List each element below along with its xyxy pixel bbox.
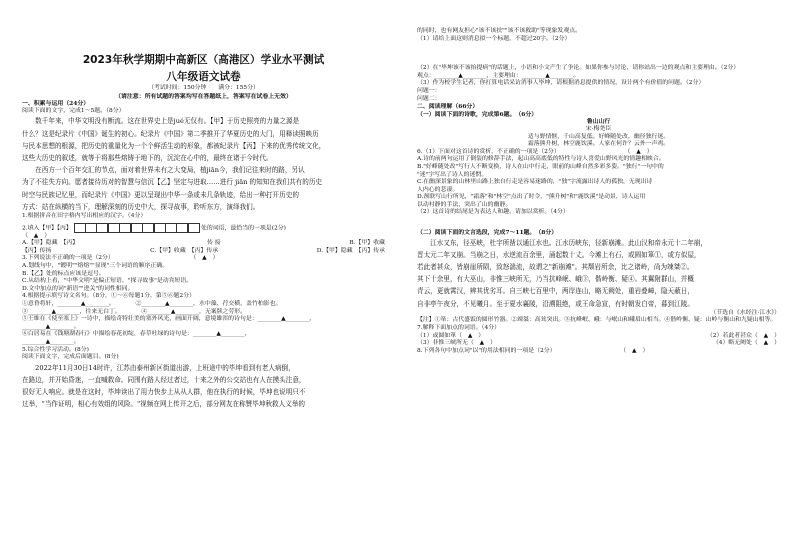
passage-line: 为了不往失方向。愿者接待历对的智慧与信沉【乙】坚定与进取……进行 jiān 的知知在我们共有的历史 <box>22 178 323 187</box>
grid-cell[interactable] <box>85 223 97 233</box>
grid-cell[interactable] <box>96 223 108 233</box>
q2-option: C.【甲】收藏 【丙】传承 <box>150 247 219 254</box>
poem <box>417 118 780 148</box>
poem-title: 鲁山山行 <box>586 118 611 126</box>
classic-line: 青云，更就霄汉，辨其优劣耳。自三峡七百里中，两岸连山，略无阙处，重岩叠嶂，隐天蔽日， <box>417 287 694 296</box>
grid-cell[interactable] <box>74 223 86 233</box>
q7-item[interactable]: （1）或圆如箪（ ▲ ） <box>417 332 485 339</box>
grid-cell[interactable] <box>188 223 200 233</box>
question-2-text: 处的词语，最恰当的一项是(2分) <box>201 225 286 232</box>
question-line: 以动衬静的手法，突出了山的幽静。 <box>417 201 512 208</box>
q2-option: 传 接 <box>206 240 221 247</box>
q2-option: D.【甲】隐藏 【丙】传承 <box>316 247 385 254</box>
annotations: 【注】①箪：古代盛饭的圆形竹器。②竦桀：高耸突出。③抗峰岷、峨：与岷山和峨眉山相当。④偕岭衡、疑：山岭与衡山和九疑山相等。 <box>417 317 777 324</box>
classic-line: 自非亭午夜分，不见曦月。至于夏水襄陵，沿溯阻绝，或王命急宣，有时朝发白帝，暮到江陵。 <box>417 299 694 308</box>
passage-line: 方式：站在纵横的当下，理解深刻的历史中大，探寻故事，聆听东方，演绎我们。 <box>22 202 260 211</box>
question-2-prefix: 2.填入【甲】【丙】 <box>22 225 72 232</box>
q2-option: B.【甲】收藏 <box>349 240 385 247</box>
exam-notice: （请注意：所有试题的答案均写在答题纸上，答案写在试卷上无效） <box>115 92 292 100</box>
question-line: A.划线句中，"镀明""熔熔""显现"三个词语的顺序正确。 <box>22 263 169 270</box>
passage-line: 过举，"当作证明，相心有效组的风险。"视频在网上传开之后，部分网友在称赞毕坤秋救人义举的 <box>22 400 306 409</box>
answer-space[interactable] <box>417 217 780 229</box>
classic-line: 江水又东，径巫峡，杜宇所凿以通江水也。江水历峡东，径新崩滩。此山汉和帝永元十二年崩， <box>417 238 708 247</box>
grid-cell[interactable] <box>154 223 166 233</box>
answer-space[interactable] <box>417 43 780 65</box>
exam-subtitle: 八年级语文试卷 <box>166 71 241 83</box>
question-line: B."好峰随处改"写行人不断变换，诗人在山中行走，眼前的山峰自然多彩多姿。"独行"一句中的 <box>417 163 664 170</box>
question-line: （1）请给上面这则消息拟一个标题，不超过20字。（2分） <box>417 35 571 42</box>
grid-cell[interactable] <box>176 223 188 233</box>
passage-line: 在西方一个百年交汇的节点，面对着世界未有之大变局，植jiān今，我们记往来时的路，另认 <box>22 166 305 175</box>
grid-cell[interactable] <box>131 223 143 233</box>
question-line: ⑤王维在《使至塞上》一诗中，描绘奇特壮美的塞外风光，画面开阔，意境雄浑的诗句是：________▲________， <box>22 316 316 323</box>
question-line: 5.综合性学习活动。(8分) <box>22 346 89 353</box>
question-line: C.从结构上看，"中华文明"是偏正短语，"探寻故事"是动宾短语。 <box>22 278 193 285</box>
passage-line: 与民本思想的根源，把历史的重量化为一个个鲜活生动的形象，都被纪录片【丙】下来的优秀传统文化， <box>22 141 326 150</box>
question-two-blank[interactable]: 问题二： <box>417 95 441 102</box>
question-line: B.【乙】处的标点应该是逗号。 <box>22 270 105 277</box>
question-line: （2）这首诗的结尾是为表达人和趣，请加以赏析。（4分） <box>417 209 569 216</box>
question-8: 8.下列各句中加点词"以"的用法相同的一项是（2分） （ ▲ ） <box>417 347 649 354</box>
question-line: "迷"字写出了诗人的迷惘。 <box>417 171 488 178</box>
grid-cell[interactable] <box>119 223 131 233</box>
question-line: C.在幽深景象的山林里山路上独自行走是容易迷路的，"独"字流露出诗人的孤独，无现出诗 <box>417 179 653 186</box>
q2-option: A.【甲】隐藏 【丙】 <box>22 240 79 247</box>
passage-line: 什么？这是纪录片《中国》诞生的初心。纪录片《中国》第二季推开了华夏历史的大门，用释读照映历 <box>22 129 319 138</box>
question-line: D.文中加点的词"新语""进关"的词性相同。 <box>22 285 134 292</box>
grid-cell[interactable] <box>165 223 177 233</box>
q7-item[interactable]: （4）略无阙处（ ▲ ） <box>712 340 780 347</box>
passage-line: 2022年11月30日14时许，江苏由泰州新区街道出游，上班途中的毕坤看到有老人病倒， <box>22 363 295 372</box>
grid-cell[interactable] <box>108 223 120 233</box>
q7-item[interactable]: （3）非惟三峡所无（ ▲ ） <box>417 340 496 347</box>
question-line: ________▲________。 <box>22 323 80 330</box>
question-line: ①意昏将轩，________▲________。 ②________▲________，水中藻、荇交横，盖竹柏影也。 <box>22 301 282 308</box>
grid-cell[interactable] <box>142 223 154 233</box>
writing-grid <box>74 223 199 233</box>
right-column <box>403 0 794 550</box>
question-line: ⑥白居易在《钱塘湖春行》中描绘春花初绽，春草吐绿的诗句是：________▲________， <box>22 331 251 338</box>
question-line: ________▲________。 <box>22 339 80 345</box>
question-line: 6.（1）下面对这首诗的赏析，不正确的一项是（2分） （ ▲ ） <box>417 148 653 155</box>
exam-info: （考试时间：150分钟 满分：155分） <box>148 85 259 91</box>
q2-option: 【丙】传扬 <box>22 247 52 254</box>
q7-item[interactable]: （2）若此者甚众（ ▲ ） <box>706 332 780 339</box>
exam-title: 2023年秋学期期中高新区（高港区）学业水平测试 <box>82 54 325 66</box>
passage-line: 数千年来，中华文明没有断流。这在世界史上是jué无仅有。【甲】于历史照亮的力量之源是 <box>22 117 300 126</box>
question-1: 1.根据拼音在田字格内写出相应的汉字。（4分） <box>22 213 147 219</box>
classic-line: 其下十余里，有大巫山，非惟三峡所无，乃当抗峰岷、峨③，偕岭衡、疑④。其翼附群山，并概 <box>417 275 694 284</box>
q7-items <box>417 340 780 348</box>
question-line: ③________▲________，往来无白丁。 ④________▲________，无案牍之劳形。 <box>22 308 247 315</box>
question-line: A.诗的前两句运用了倒装的修辞手法，起山高高底低的特性与诗人喜爱山野风光的情趣相映合。 <box>417 156 665 163</box>
question-line: 人内心的悲凄。 <box>417 186 459 193</box>
question-one-blank[interactable]: 问题一： <box>417 87 441 94</box>
question-line: D.颈联写山行所见，"霜落"和"林空"点出了时令，"熊升树"和"鹿饮溪"是动景，诗人运用 <box>417 194 646 201</box>
section-1-heading: 一、积累与运用（24分） <box>22 100 90 108</box>
reading-instruction: 阅读下面的文字，完成1～5题。（8分） <box>22 107 125 114</box>
question-line: 4.根据提示填写诗文名句。（8分，①～⑥每题1分，第⑤⑥题2分） <box>22 293 195 300</box>
question-line: 3.下列说法不正确的一项是（2分） （ ▲ ） <box>22 255 219 262</box>
passage-line: 这些大历史的叙述，就等于将那些熔铸于地下的，沉淀在心中的，最终在诸于今时代。 <box>22 153 273 162</box>
viewpoint-blank[interactable]: 观点：________▲________，主要理由：________▲________。 <box>417 72 580 79</box>
question-7: 7.解释下面加点的词语。（4分） <box>417 325 500 332</box>
answer-paren: （ ▲ ） <box>22 232 51 239</box>
poem-author: 宋·梅尧臣 <box>585 125 612 132</box>
question-2-row <box>22 223 385 233</box>
passage-line: 时空与民族记忆里，而纪录片《中国》更以呈现出中华一条或未几条轨迹，给出一种打开历史的 <box>22 190 299 199</box>
q2-options <box>22 240 385 248</box>
question-5-3: （3）作为校学生记者，你打算电话采访消事人毕坤，请根据消息提供的情况，设计两个有价值的问题。（2分） <box>417 80 705 87</box>
passage-line: 很好无人响应。就是在这时，毕坤读出了用力快步上从从人群，他在执行的时候，毕坤也说明只不 <box>22 388 306 397</box>
classic-line: 晋太元二年又崩。当崩之日，水逆流百余里，涌起数十丈。今滩上有石，或圆如箪①，或方似屋， <box>417 250 701 259</box>
question-line: 阅读下面文字，完成后面题目。(8分) <box>22 354 119 361</box>
passage-line: 在路边，并开始昏迷，一直喊救命。同围有路人经过者过，十来之外的公交站也有人在摸头注意， <box>22 375 306 384</box>
question-line: 的同时，也有网友担心"该不该扶""该不该救助"等现象发观点。 <box>417 28 581 34</box>
classic-line: 若此者甚众，皆崩崖所陨，致怒湍流，故谓之"新崩滩"。其颓岩所余，比之诸岭，尚为竦桀②。 <box>417 263 694 272</box>
classic-section-heading: （二）阅读下面的文言选段，完成7～11题。（8分） <box>417 229 558 237</box>
question-5-2: （2）在"毕坤该不该抬提病"的话题上，小语和小文产生了争论。如果你参与讨论，请你站出一边的观点和主要理由。（2分） <box>417 65 740 72</box>
source-note: （节选自《水经注·江水》） <box>710 309 780 316</box>
poem-line: 霜落熊升树，林空鹿饮溪。人家在何许？云外一声鸡。 <box>527 141 670 148</box>
section-2-heading: 二、阅读理解（66分） <box>417 103 479 111</box>
poem-line: 适与野情惬，千山高复低。好峰随处改，幽径独行迷。 <box>527 133 670 140</box>
poem-section-heading: （一）阅读下面的诗歌，完成第6题。（6分） <box>417 110 538 118</box>
